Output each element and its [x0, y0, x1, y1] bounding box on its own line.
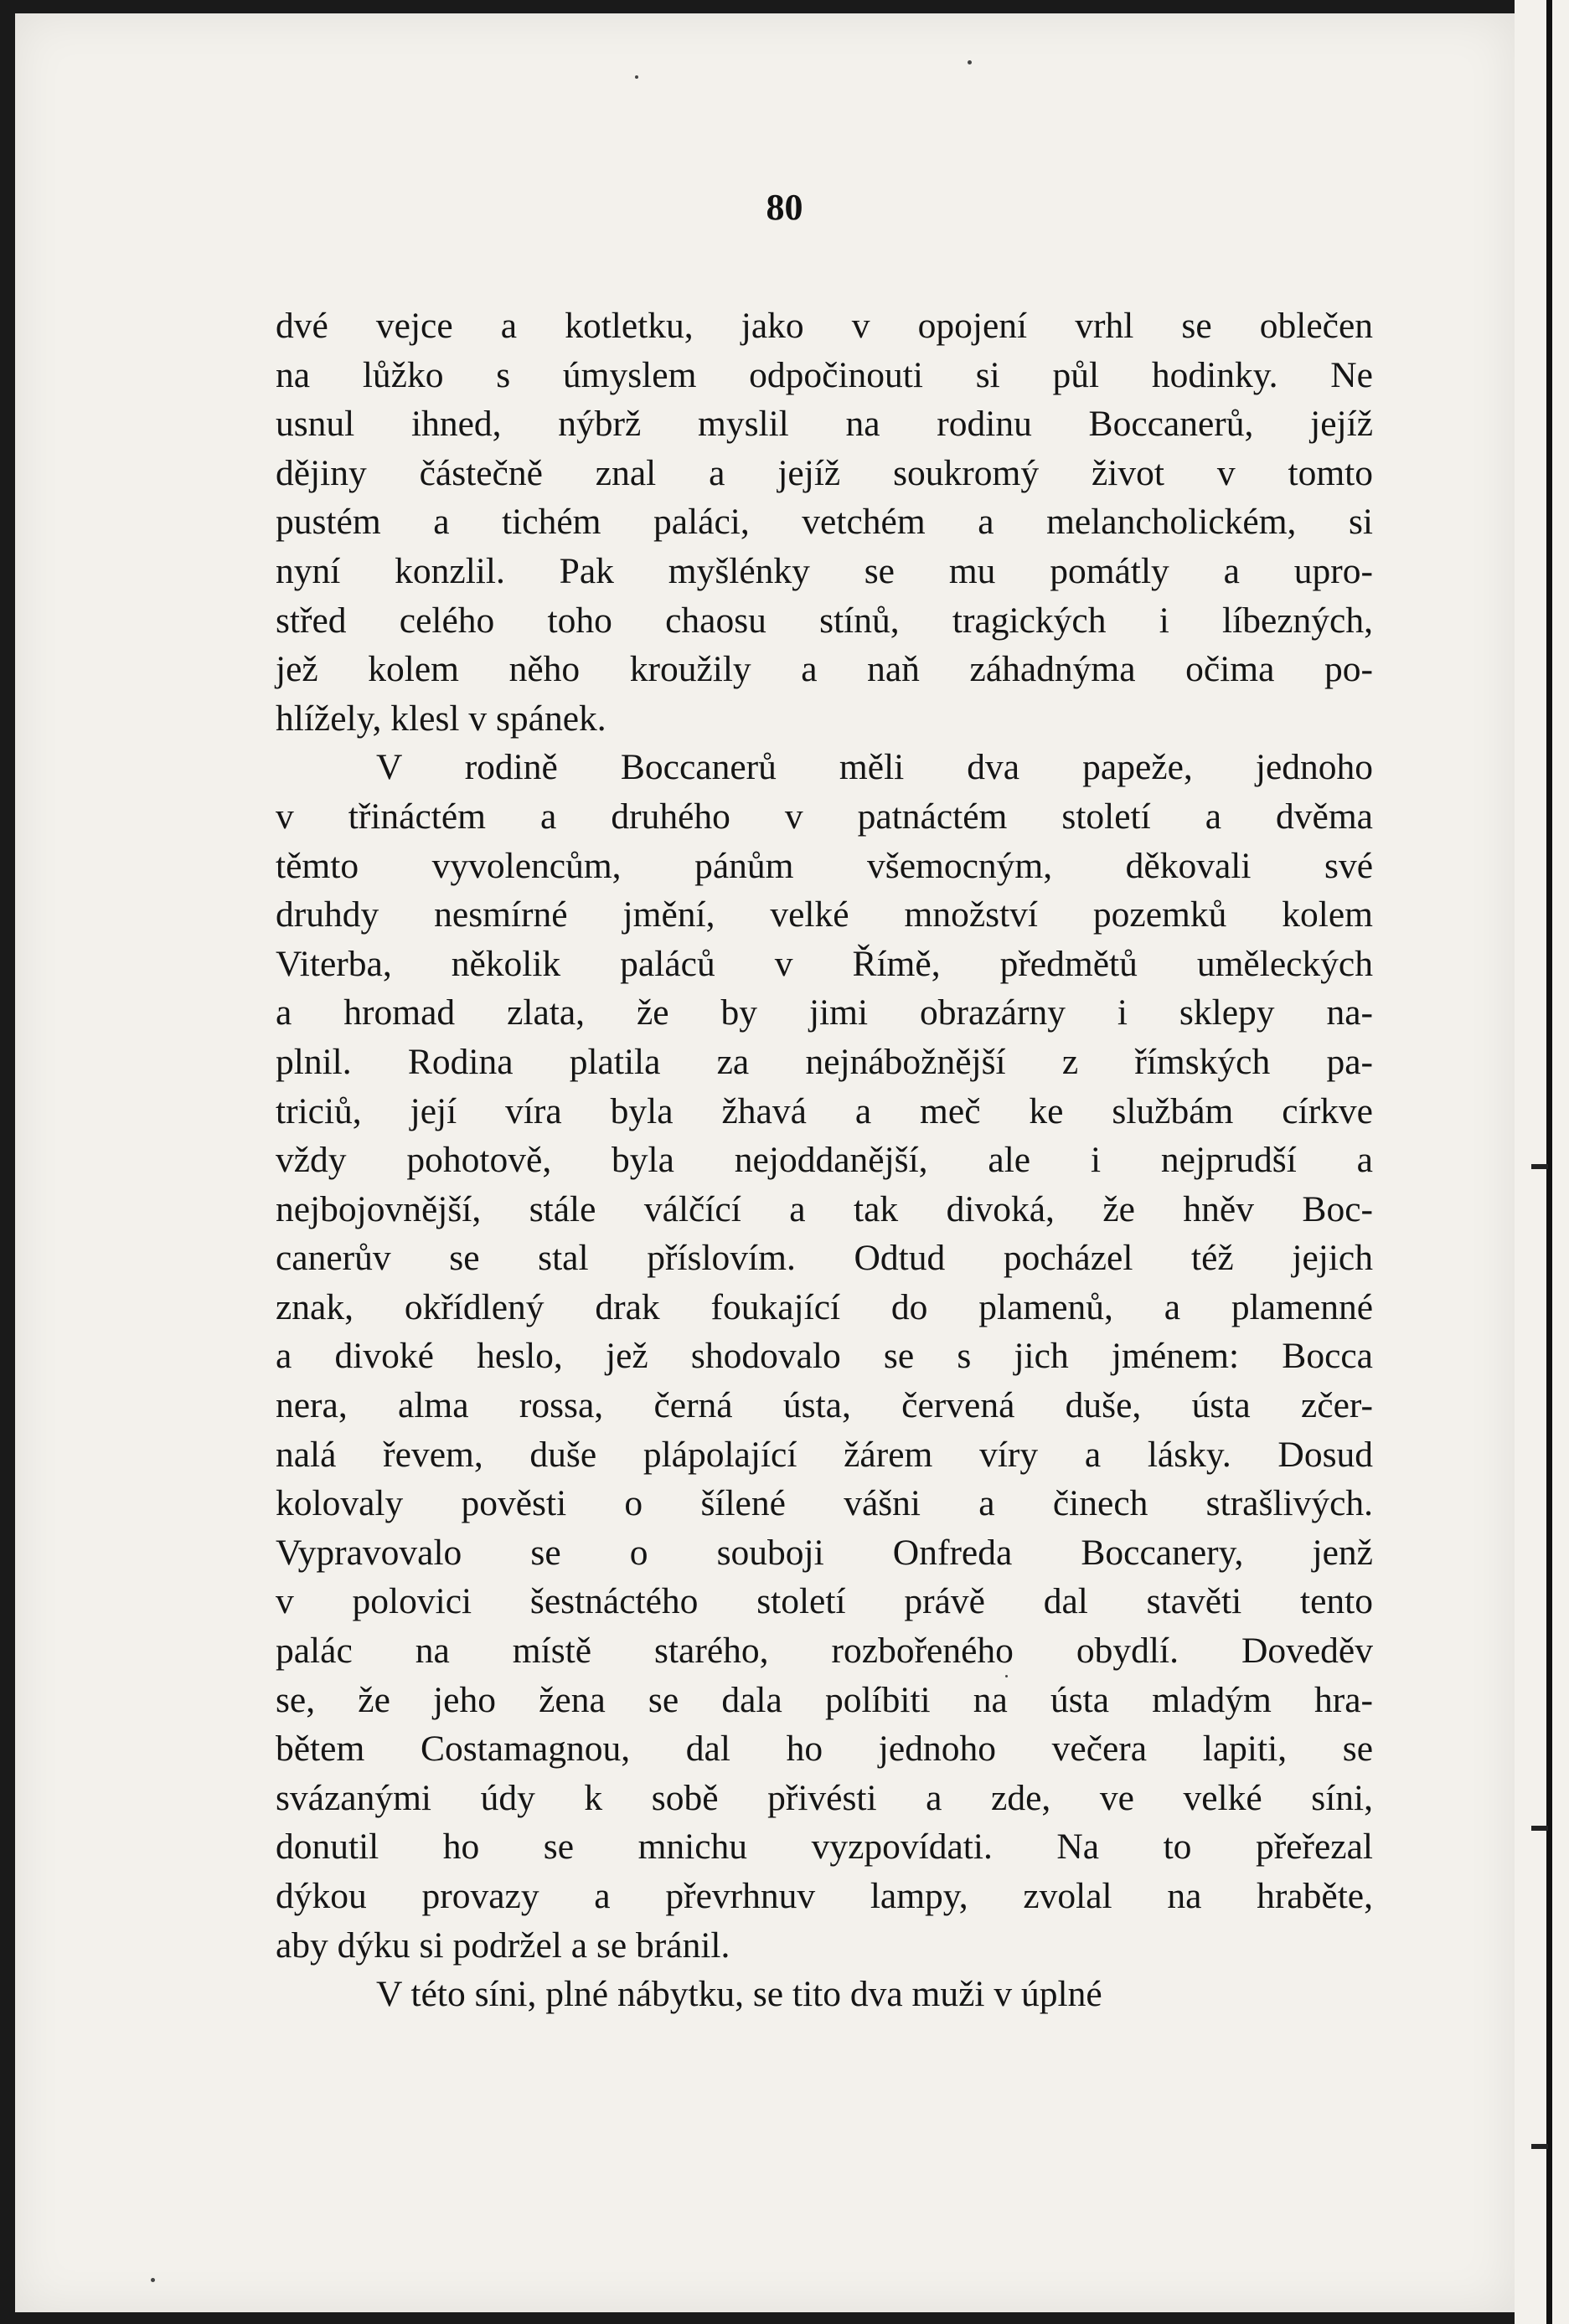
text-line: usnul ihned, nýbrž myslil na rodinu Boccanerů, jejíž — [276, 404, 1373, 445]
text-line: V této síni, plné nábytku, se tito dva muži v úplné — [376, 1974, 1102, 2015]
text-line: canerův se stal příslovím. Odtud pocházel též jejich — [276, 1238, 1373, 1279]
text-line: vždy pohotově, byla nejoddanější, ale i nejprudší a — [276, 1140, 1373, 1181]
text-line: v třináctém a druhého v patnáctém století a dvěma — [276, 796, 1373, 837]
text-line: dvé vejce a kotletku, jako v opojení vrhl se oblečen — [276, 306, 1373, 346]
text-line: Vypravovalo se o souboji Onfreda Boccanery, jenž — [276, 1532, 1373, 1573]
text-line: nejbojovnější, stále válčící a tak divoká, že hněv Boc- — [276, 1188, 1373, 1229]
text-line: V rodině Boccanerů měli dva papeže, jednoho — [376, 747, 1373, 788]
edge-mark — [1531, 1826, 1548, 1831]
text-line: v polovici šestnáctého století právě dal stavěti tento — [276, 1581, 1373, 1622]
text-line: jež kolem něho kroužily a naň záhadnýma očima po- — [276, 649, 1373, 690]
text-line: se, že jeho žena se dala políbiti na ústa mladým hra- — [276, 1679, 1373, 1720]
text-line: znak, okřídlený drak foukající do plamenů, a plamenné — [276, 1286, 1373, 1327]
text-line: palác na místě starého, rozbořeného obydlí. Doveděv — [276, 1631, 1373, 1672]
text-line: druhdy nesmírné jmění, velké množství pozemků kolem — [276, 894, 1373, 935]
text-line: donutil ho se mnichu vyzpovídati. Na to přeřezal — [276, 1827, 1373, 1868]
text-line: svázanými údy k sobě přivésti a zde, ve velké síni, — [276, 1777, 1373, 1818]
text-line: bětem Costamagnou, dal ho jednoho večera lapiti, se — [276, 1729, 1373, 1770]
binding-edge — [1515, 0, 1569, 2324]
text-line: na lůžko s úmyslem odpočinouti si půl hodinky. Ne — [276, 354, 1373, 395]
scan-speck — [968, 60, 972, 64]
edge-mark — [1531, 2144, 1548, 2149]
text-line: aby dýku si podržel a se bránil. — [276, 1925, 730, 1966]
page-number: 80 — [766, 187, 803, 228]
text-line: plnil. Rodina platila za nejnábožnější z římských pa- — [276, 1041, 1373, 1082]
text-line: kolovaly pověsti o šílené vášni a činech strašlivých. — [276, 1483, 1373, 1524]
text-line: nyní konzlil. Pak myšlénky se mu pomátly a upro- — [276, 550, 1373, 591]
text-line: pustém a tichém paláci, vetchém a melancholickém, si — [276, 502, 1373, 543]
text-line: nera, alma rossa, černá ústa, červená duše, ústa zčer- — [276, 1385, 1373, 1426]
text-line: dějiny částečně znal a jejíž soukromý život v tomto — [276, 452, 1373, 493]
text-line: hlížely, klesl v spánek. — [276, 698, 606, 739]
edge-mark — [1531, 1164, 1548, 1169]
body-text — [276, 301, 1373, 2019]
text-line: těmto vyvolencům, pánům všemocným, děkovali své — [276, 845, 1373, 886]
text-line: a hromad zlata, že by jimi obrazárny i sklepy na- — [276, 992, 1373, 1033]
text-line: triciů, její víra byla žhavá a meč ke službám církve — [276, 1090, 1373, 1131]
binding-edge-shadow — [1546, 0, 1552, 2324]
scan-speck — [635, 75, 638, 79]
text-line: a divoké heslo, jež shodovalo se s jich jménem: Bocca — [276, 1336, 1373, 1377]
text-line: střed celého toho chaosu stínů, tragických i líbezných, — [276, 600, 1373, 641]
text-line: nalá řevem, duše plápolající žárem víry a lásky. Dosud — [276, 1434, 1373, 1475]
scan-speck — [151, 2278, 155, 2282]
text-line: Viterba, několik paláců v Římě, předmětů uměleckých — [276, 943, 1373, 984]
text-line: dýkou provazy a převrhnuv lampy, zvolal na hraběte, — [276, 1876, 1373, 1916]
scan-speck — [1005, 1675, 1008, 1677]
